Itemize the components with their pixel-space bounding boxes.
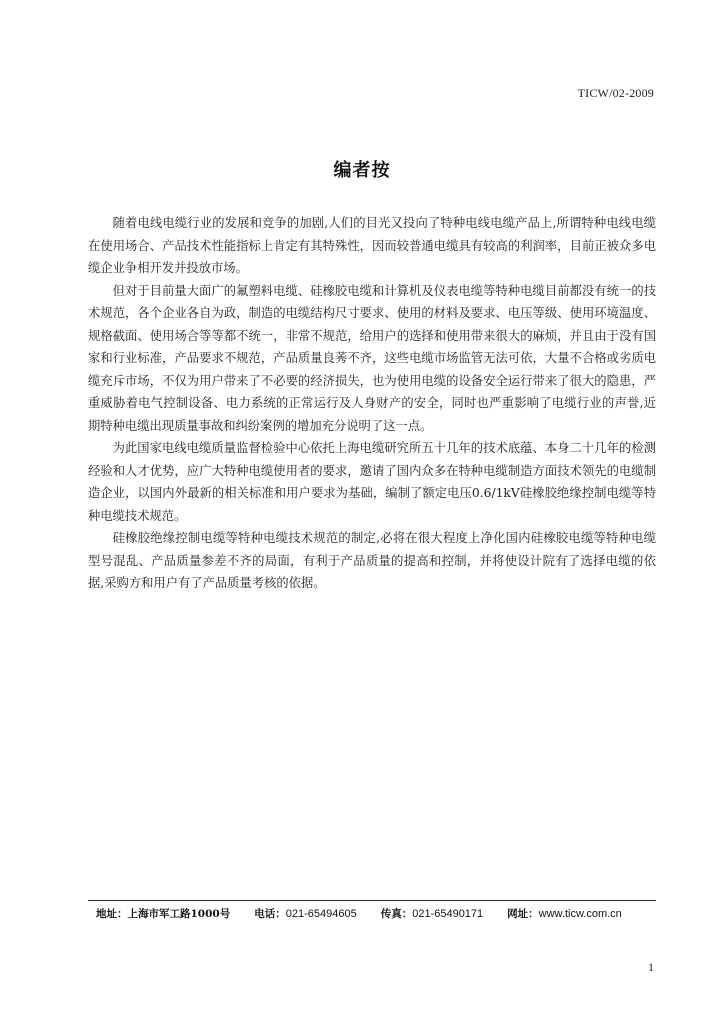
editor-note-body: [88, 212, 656, 595]
paragraph-3: 为此国家电线电缆质量监督检验中心依托上海电缆研究所五十几年的技术底蕴、本身二十几年的检测经验和人才优势，应广大特种电缆使用者的要求，邀请了国内众多在特种电缆制造方面技术领先的电缆制造企业，以国内外最新的相关标准和用户要求为基础，编制了额定电压0.6/1kV硅橡胶绝缘控制电缆等特种电缆技术规范。: [88, 441, 656, 523]
footer-address: [96, 906, 230, 921]
footer-website: [507, 906, 622, 921]
page-number: 1: [648, 960, 654, 974]
footer-telephone-label: 电话：: [254, 908, 286, 920]
footer-address-value: 上海市军工路1000号: [127, 908, 231, 920]
document-code: TICW/02-2009: [577, 86, 654, 100]
footer-divider: [88, 900, 656, 901]
footer-contact-info: [88, 906, 656, 921]
paragraph-1: 随着电线电缆行业的发展和竞争的加剧,人们的目光又投向了特种电线电缆产品上,所谓特种电线电缆在使用场合、产品技术性能指标上肯定有其特殊性，因而较普通电缆具有较高的利润率，目前正被众多电缆企业争相开发并投放市场。: [88, 216, 656, 275]
footer-fax: [381, 906, 483, 921]
footer-website-label: 网址：: [507, 908, 539, 920]
footer-fax-value: 021-65490171: [412, 908, 484, 920]
footer-address-label: 地址：: [96, 908, 128, 920]
paragraph-2: 但对于目前量大面广的氟塑料电缆、硅橡胶电缆和计算机及仪表电缆等特种电缆目前都没有统一的技术规范，各个企业各自为政，制造的电缆结构尺寸要求、使用的材料及要求、电压等级、使用环境温度、规格截面、使用场合等等都不统一，非常不规范，给用户的选择和使用带来很大的麻烦，并且由于没有国家和行业标准，产品要求不规范，产品质量良莠不齐，这些电缆市场监管无法可依，大量不合格或劣质电缆充斥市场，不仅为用户带来了不必要的经济损失，也为使用电缆的设备安全运行带来了很大的隐患，严重威胁着电气控制设备、电力系统的正常运行及人身财产的安全，同时也严重影响了电缆行业的声誉,近期特种电缆出现质量事故和纠纷案例的增加充分说明了这一点。: [88, 283, 656, 433]
paragraph-4: 硅橡胶绝缘控制电缆等特种电缆技术规范的制定,必将在很大程度上净化国内硅橡胶电缆等特种电缆型号混乱、产品质量参差不齐的局面，有利于产品质量的提高和控制，并将使设计院有了选择电缆的依据,采购方和用户有了产品质量考核的依据。: [88, 531, 656, 590]
footer-telephone: [254, 906, 356, 921]
page-title: 编者按: [333, 160, 391, 181]
footer-fax-label: 传真：: [380, 908, 413, 920]
footer-telephone-value: 021-65494605: [285, 908, 357, 920]
footer-website-value: www.ticw.com.cn: [538, 908, 622, 920]
